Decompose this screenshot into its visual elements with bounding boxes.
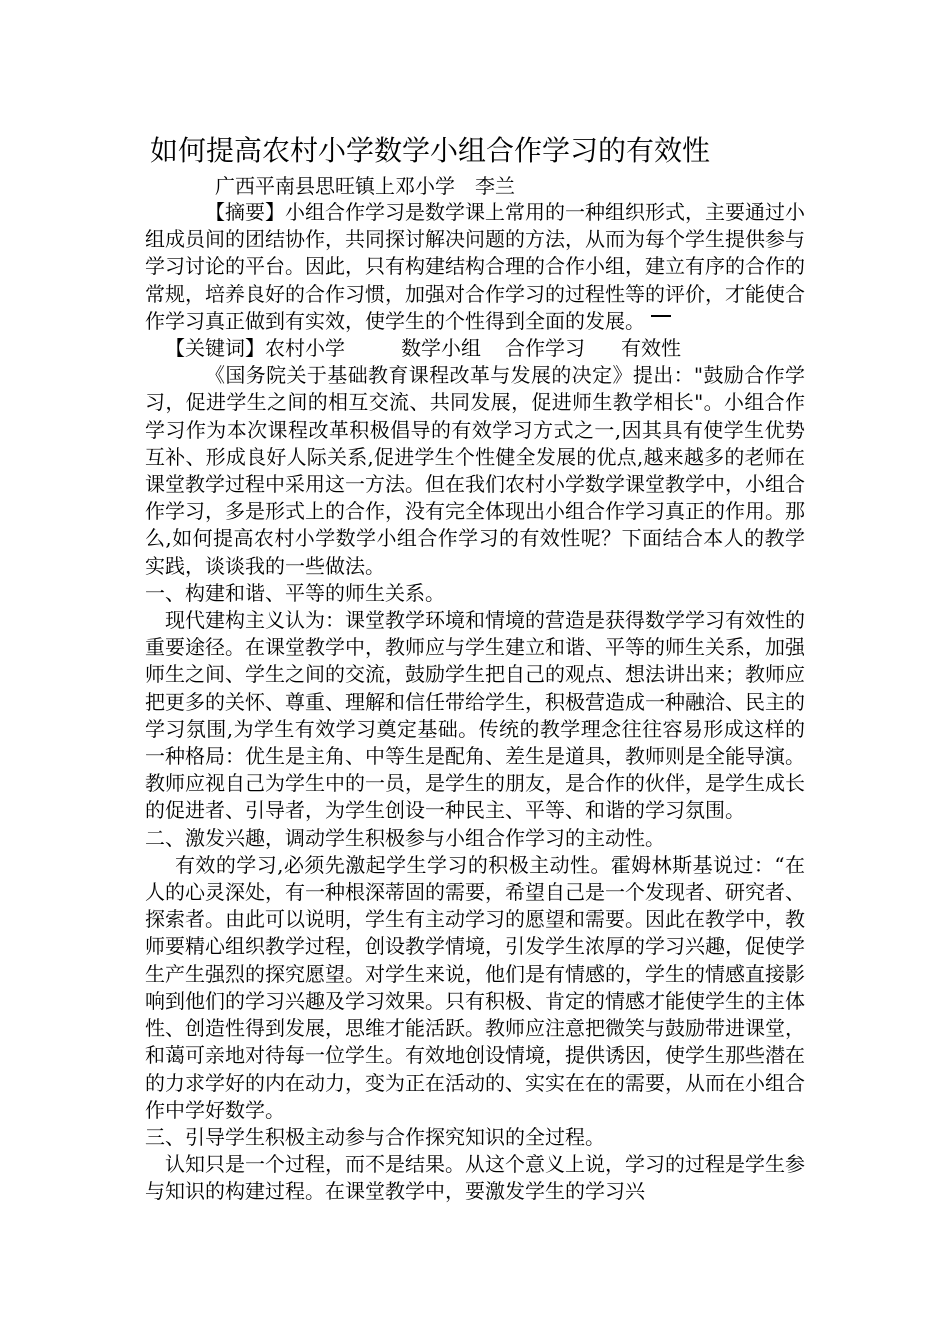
- author-line: 广西平南县思旺镇上邓小学 李兰: [215, 174, 515, 198]
- keyword-3: 合作学习: [505, 336, 585, 361]
- section-text-1: 现代建构主义认为：课堂教学环境和情境的营造是获得数学学习有效性的重要途径。在课堂教学中，教师应与学生建立和谐、平等的师生关系，加强师生之间、学生之间的交流，鼓励学生把自己的观点、想法讲出来；教师应把更多的关怀、尊重、理解和信任带给学生，积极营造成一种融洽、民主的学习氛围,为学生有效学习奠定基础。传统的教学理念往往容易形成这样的一种格局：优生是主角、中等生是配角、差生是道具，教师则是全能导演。教师应视自己为学生中的一员，是学生的朋友，是合作的伙伴，是学生成长的促进者、引导者，为学生创设一种民主、平等、和谐的学习氛围。: [145, 608, 805, 823]
- intro-paragraph: 《国务院关于基础教育课程改革与发展的决定》提出："鼓励合作学习，促进学生之间的相互交流、共同发展，促进师生教学相长"。小组合作学习作为本次课程改革积极倡导的有效学习方式之一,因其具有使学生优势互补、形成良好人际关系,促进学生个性健全发展的优点,越来越多的老师在课堂教学过程中采用这一方法。但在我们农村小学数学课堂教学中，小组合作学习，多是形式上的合作，没有完全体现出小组合作学习真正的作用。那么,如何提高农村小学数学小组合作学习的有效性呢？下面结合本人的教学实践，谈谈我的一些做法。: [145, 363, 805, 578]
- margin-mark: [651, 315, 671, 329]
- section-heading-1: 一、构建和谐、平等的师生关系。: [145, 580, 445, 605]
- section-text-2: 有效的学习,必须先激起学生学习的积极主动性。霍姆林斯基说过：“在人的心灵深处，有一种根深蒂固的需要，希望自己是一个发现者、研究者、探索者。由此可以说明，学生有主动学习的愿望和需要。因此在教学中，教师要精心组织教学过程，创设教学情境，引发学生浓厚的学习兴趣，促使学生产生强烈的探究愿望。对学生来说，他们是有情感的，学生的情感直接影响到他们的学习兴趣及学习效果。只有积极、肯定的情感才能使学生的主体性、创造性得到发展，思维才能活跃。教师应注意把微笑与鼓励带进课堂，和蔼可亲地对待每一位学生。有效地创设情境，提供诱因，使学生那些潜在的力求学好的内在动力，变为正在活动的、实实在在的需要，从而在小组合作中学好数学。: [145, 852, 805, 1122]
- document-title: 如何提高农村小学数学小组合作学习的有效性: [150, 134, 711, 167]
- abstract-text: 【摘要】小组合作学习是数学课上常用的一种组织形式，主要通过小组成员间的团结协作，共同探讨解决问题的方法，从而为每个学生提供参与学习讨论的平台。因此，只有构建结构合理的合作小组，建立有序的合作的常规，培养良好的合作习惯，加强对合作学习的过程性等的评价，才能使合作学习真正做到有实效，使学生的个性得到全面的发展。: [145, 200, 805, 333]
- keyword-4: 有效性: [621, 336, 681, 361]
- keyword-2: 数学小组: [401, 336, 481, 361]
- section-heading-2: 二、激发兴趣，调动学生积极参与小组合作学习的主动性。: [145, 825, 665, 850]
- keywords-line: [145, 335, 805, 362]
- section-text-3: 认知只是一个过程，而不是结果。从这个意义上说，学习的过程是学生参与知识的构建过程。在课堂教学中，要激发学生的学习兴: [145, 1152, 805, 1204]
- abstract-paragraph: [145, 199, 805, 335]
- document-body: [145, 199, 805, 1206]
- section-heading-3: 三、引导学生积极主动参与合作探究知识的全过程。: [145, 1124, 605, 1149]
- keyword-label: 【关键词】农村小学: [165, 336, 345, 361]
